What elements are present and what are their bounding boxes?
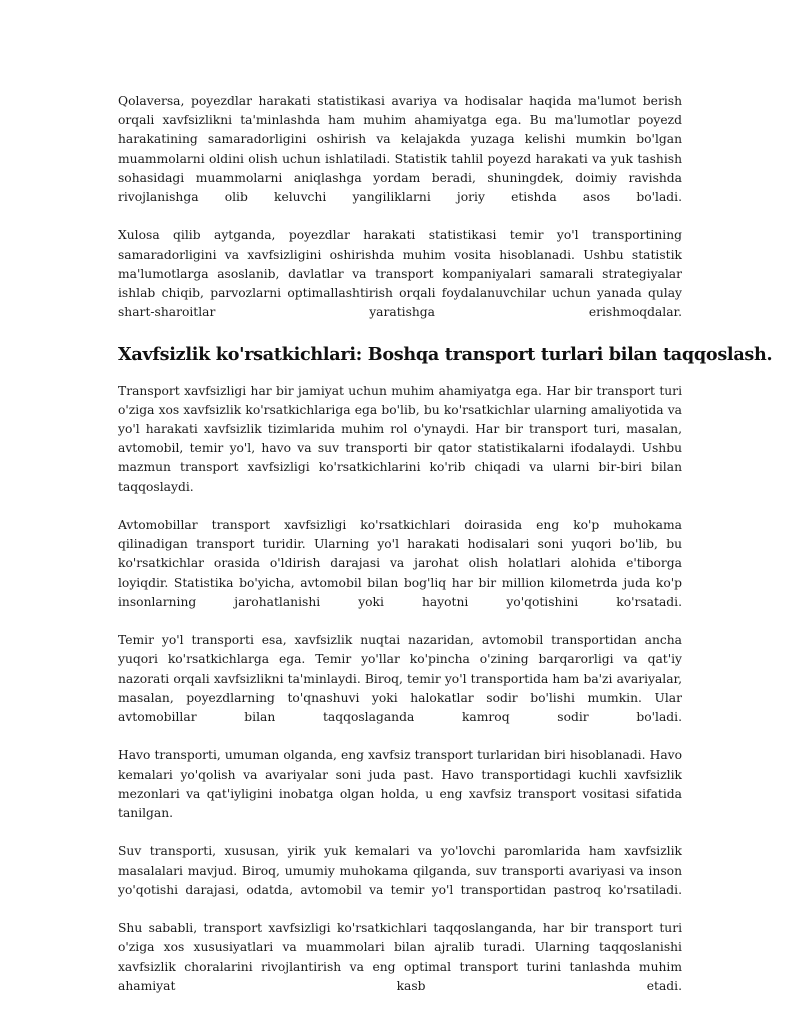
section-heading: Xavfsizlik ko'rsatkichlari: Boshqa transport turlari bilan taqqoslash. [118,343,773,365]
section-paragraph-water-transport: Suv transporti, xususan, yirik yuk kemalari va yo'lovchi paromlarida ham xavfsizlik masalalari mavjud. Biroq, umumiy muhokama qilganda, suv transporti avariyasi va inson yo'qotishi darajasi, odatda, avtomobil va temir yo'l transportidan pastroq ko'rsatiladi. [118,844,682,897]
section-paragraph-summary: Shu sababli, transport xavfsizligi ko'rsatkichlari taqqoslanganda, har bir transport turi o'ziga xos xususiyatlari va muammolari bilan ajralib turadi. Ularning taqqoslanishi xavfsizlik choralarini rivojlantirish va eng optimal transport turini tanlashda muhim ahamiyat kasb etadi. [118,921,682,993]
section-paragraph-transport-safety: Transport xavfsizligi har bir jamiyat uchun muhim ahamiyatga ega. Har bir transport turi o'ziga xos xavfsizlik ko'rsatkichlariga ega bo'lib, bu ko'rsatkichlar ularning amaliyotida va yo'l harakati xavfsizlik tizimlarida muhim rol o'ynaydi. Har bir transport turi, masalan, avtomobil, temir yo'l, havo va suv transporti bir qator statistikalarni ifodalaydi. Ushbu mazmun transport xavfsizligi ko'rsatkichlarini ko'rib chiqadi va ularni bir-biri bilan taqqoslaydi. [118,383,682,494]
document-page [118,92,773,1015]
section-paragraph-railway: Temir yo'l transporti esa, xavfsizlik nuqtai nazaridan, avtomobil transportidan ancha yuqori ko'rsatkichlarga ega. Temir yo'llar ko'pincha o'zining barqarorligi va qat'iy nazorati orqali xavfsizlikni ta'minlaydi. Biroq, temir yo'l transportida ham ba'zi avariyalar, masalan, poyezdlarning to'qnashuvi yoki halokatlar sodir bo'lishi mumkin. Ular avtomobillar bilan taqqoslaganda kamroq sodir bo'ladi. [118,633,682,725]
intro-paragraph-statistics-safety: Qolaversa, poyezdlar harakati statistikasi avariya va hodisalar haqida ma'lumot berish orqali xavfsizlikni ta'minlashda ham muhim ahamiyatga ega. Bu ma'lumotlar poyezd harakatining samaradorligini oshirish va kelajakda yuzaga kelishi mumkin bo'lgan muammolarni oldini olish uchun ishlatiladi. Statistik tahlil poyezd harakati va yuk tashish sohasidagi muammolarni aniqlashga yordam beradi, shuningdek, doimiy ravishda rivojlanishga olib keluvchi yangiliklarni joriy etishda asos bo'ladi. [118,94,682,205]
intro-paragraph-conclusion: Xulosa qilib aytganda, poyezdlar harakati statistikasi temir yo'l transportining samaradorligini va xavfsizligini oshirishda muhim vosita hisoblanadi. Ushbu statistik ma'lumotlarga asoslanib, davlatlar va transport kompaniyalari samarali strategiyalar ishlab chiqib, parvozlarni optimallashtirish orqali foydalanuvchilar uchun yanada qulay shart-sharoitlar yaratishga erishmoqdalar. [118,228,682,320]
section-paragraph-air-transport: Havo transporti, umuman olganda, eng xavfsiz transport turlaridan biri hisoblanadi. Havo kemalari yo'qolish va avariyalar soni juda past. Havo transportidagi kuchli xavfsizlik mezonlari va qat'iyligini inobatga olgan holda, u eng xavfsiz transport vositasi sifatida tanilgan. [118,748,682,821]
section-paragraph-automobiles: Avtomobillar transport xavfsizligi ko'rsatkichlari doirasida eng ko'p muhokama qilinadigan transport turidir. Ularning yo'l harakati hodisalari soni yuqori bo'lib, bu ko'rsatkichlar orasida o'ldirish darajasi va jarohat olish holatlari alohida e'tiborga loyiqdir. Statistika bo'yicha, avtomobil bilan bog'liq har bir million kilometrda juda ko'p insonlarning jarohatlanishi yoki hayotni yo'qotishini ko'rsatadi. [118,518,682,609]
